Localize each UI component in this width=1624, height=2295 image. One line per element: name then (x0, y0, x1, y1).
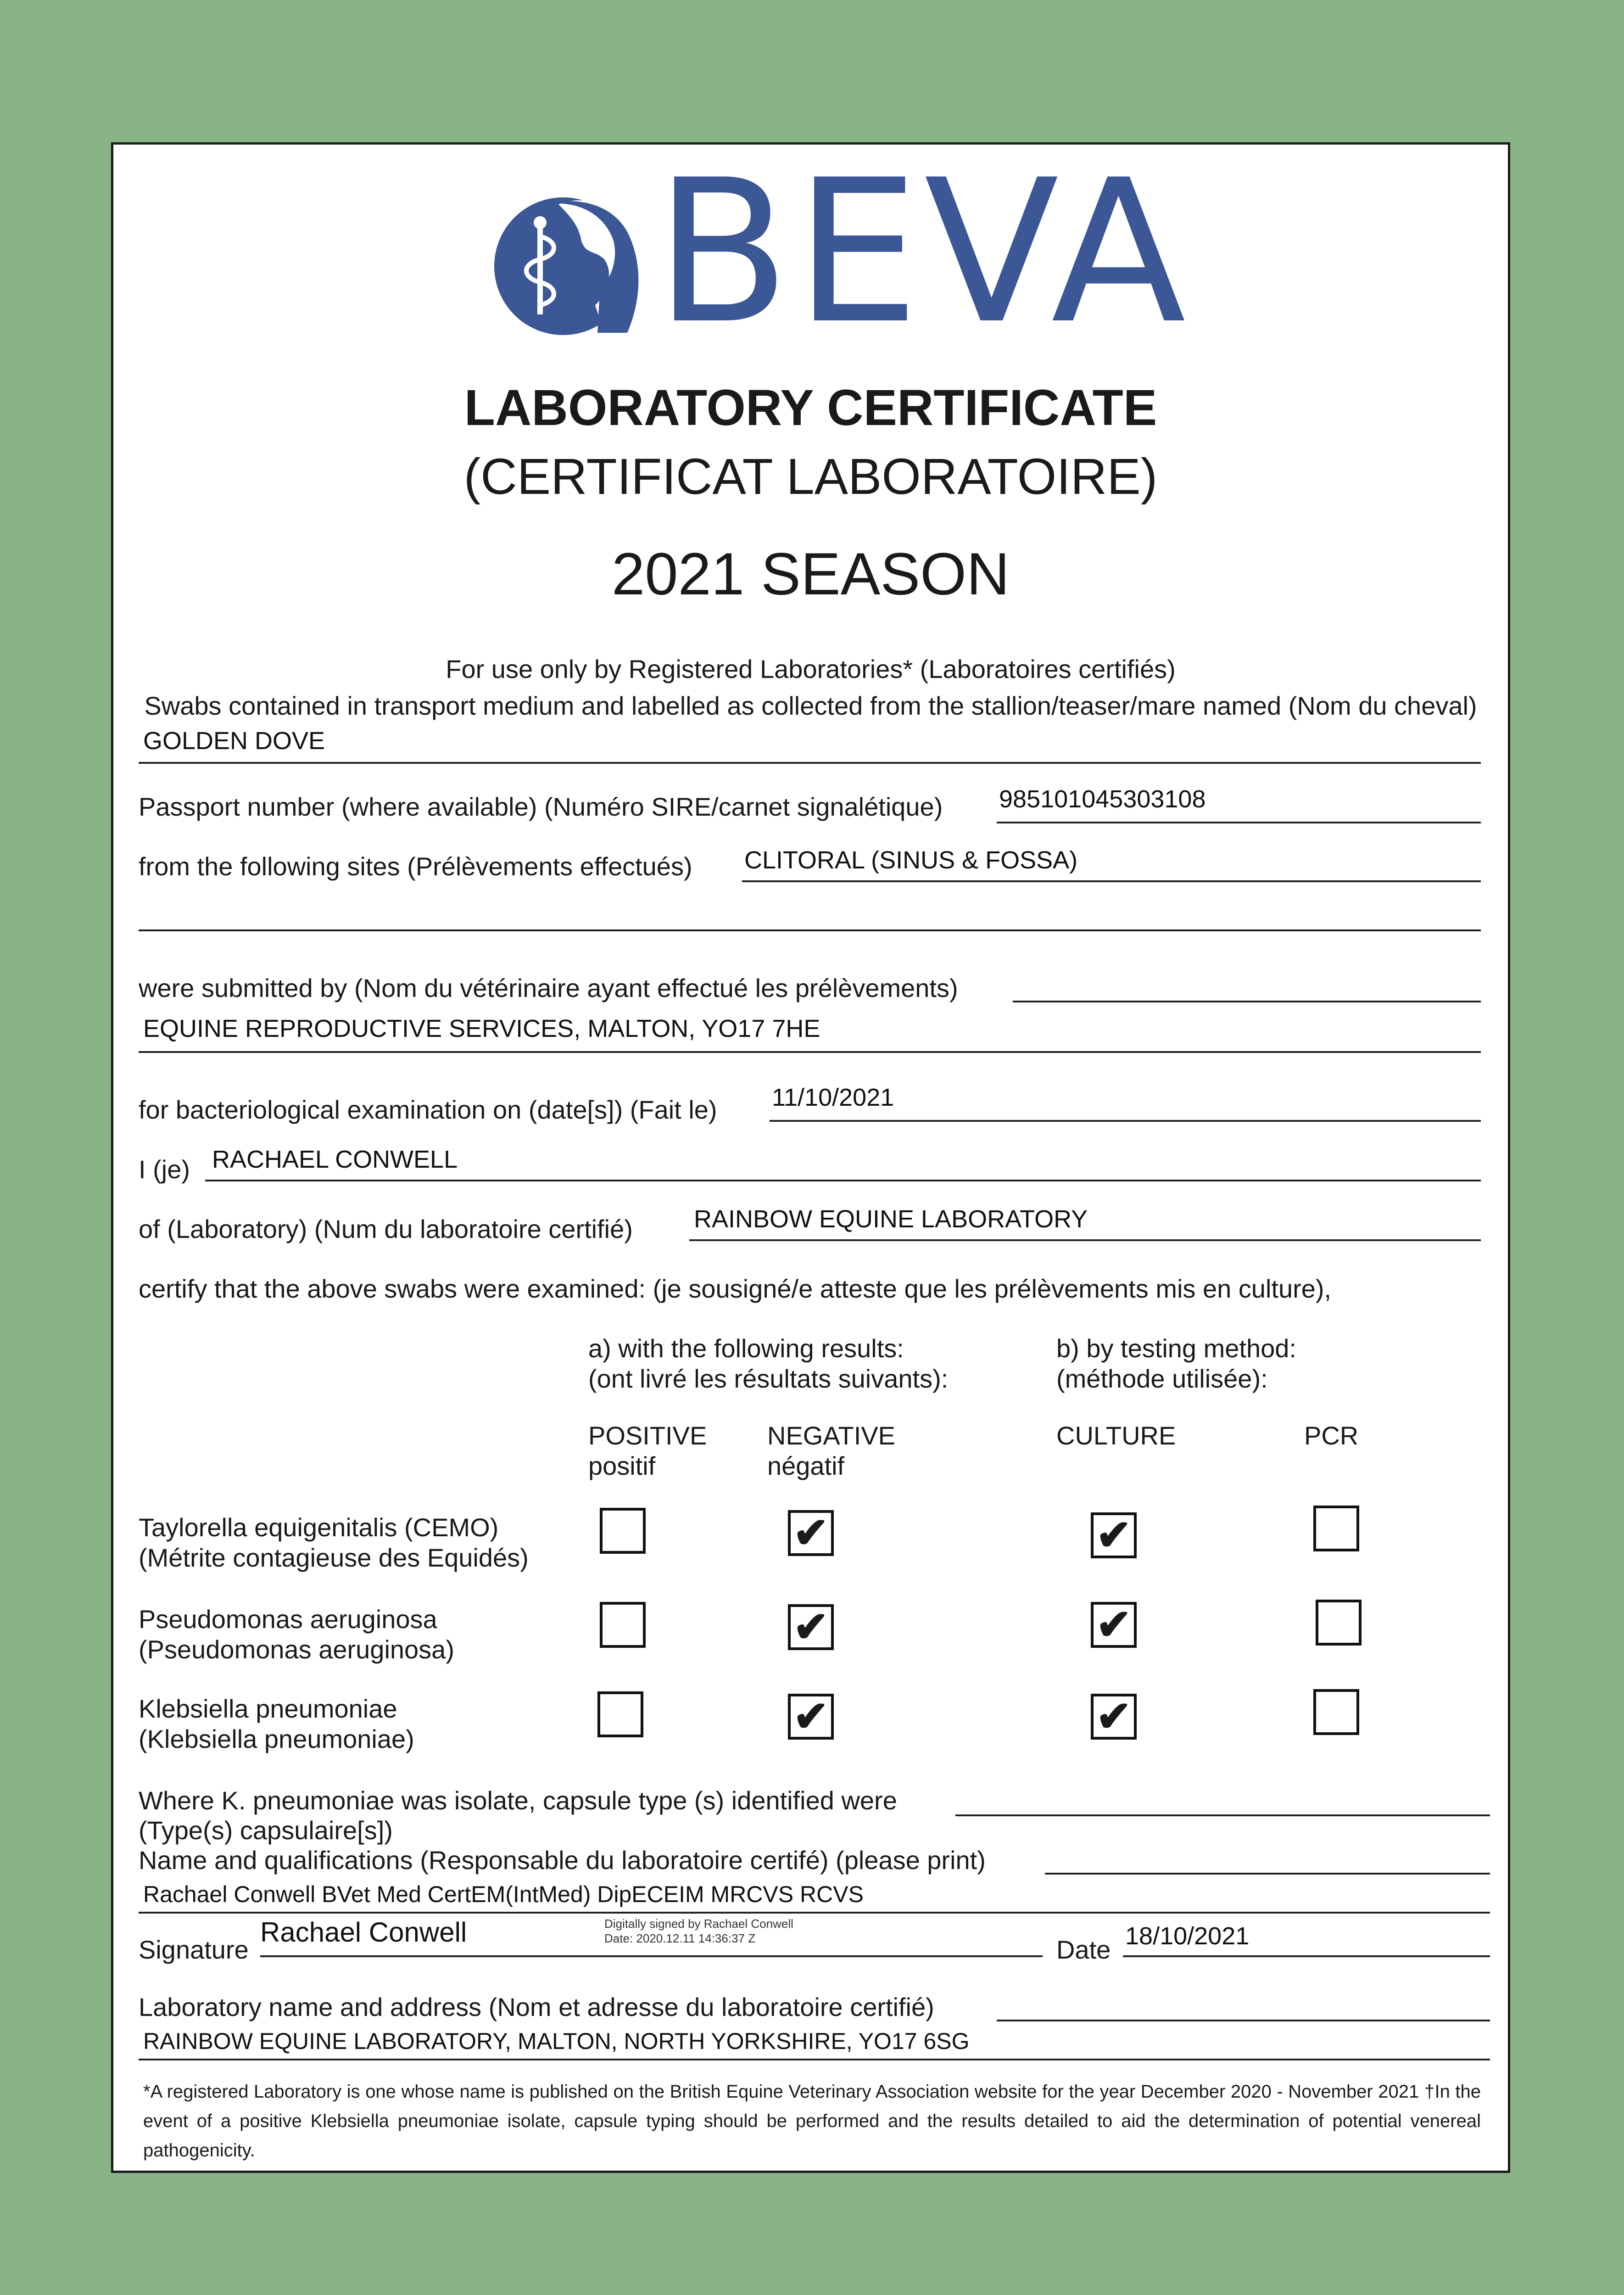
method-header (1056, 1333, 1296, 1394)
capsule-line (955, 1814, 1490, 1816)
signature-line (260, 1955, 1043, 1957)
row2-pcr-checkbox[interactable] (1316, 1600, 1362, 1646)
submitted-value[interactable]: EQUINE REPRODUCTIVE SERVICES, MALTON, YO17 7HE (143, 1015, 820, 1042)
qualifications-value[interactable]: Rachael Conwell BVet Med CertEM(IntMed) DipECEIM MRCVS RCVS (143, 1881, 864, 1907)
negative-header (767, 1421, 895, 1481)
negative-label: NEGATIVE (767, 1421, 896, 1450)
lab-address-value[interactable]: RAINBOW EQUINE LABORATORY, MALTON, NORTH YORKSHIRE, YO17 6SG (143, 2028, 970, 2054)
footnote: *A registered Laboratory is one whose name is published on the British Equine Veterinary Association website for the year December 2020 - November 2021 †In the event of a positive Klebsiella pneumoniae isolate, capsule typing should be performed and the results detailed to aid the determination of potential venereal pathogenicity. (143, 2082, 1481, 2161)
passport-line (997, 822, 1481, 823)
exam-line (770, 1120, 1481, 1122)
passport-label: Passport number (where available) (Numéro SIRE/carnet signalétique) (139, 792, 943, 821)
page-subtitle: (CERTIFICAT LABORATOIRE) (463, 448, 1158, 505)
organism-name: Taylorella equigenitalis (CEMO) (139, 1513, 499, 1542)
registered-note: For use only by Registered Laboratories* (Laboratoires certifiés) (446, 655, 1176, 683)
signature-name[interactable]: Rachael Conwell (260, 1917, 467, 1948)
i-line (205, 1180, 1481, 1181)
submitted-label: were submitted by (Nom du vétérinaire ayant effectué les prélèvements) (139, 974, 958, 1002)
row1-culture-checkbox[interactable]: ✔ (1091, 1512, 1137, 1558)
horse-caduceus-icon (490, 186, 646, 342)
date-label: Date (1056, 1935, 1111, 1964)
organism-name: Klebsiella pneumoniae (139, 1694, 397, 1723)
row1-pcr-checkbox[interactable] (1313, 1506, 1359, 1551)
passport-value[interactable]: 985101045303108 (999, 785, 1206, 813)
row3-negative-checkbox[interactable]: ✔ (788, 1694, 834, 1740)
method-header-en: b) by testing method: (1056, 1334, 1296, 1363)
capsule-label: Where K. pneumoniae was isolate, capsule type (s) identified were (139, 1786, 897, 1815)
qualifications-line-2 (139, 1912, 1490, 1914)
digital-signature-line-2: Date: 2020.12.11 14:36:37 Z (604, 1931, 756, 1945)
organism-row-2 (139, 1604, 454, 1665)
row1-negative-checkbox[interactable]: ✔ (788, 1510, 834, 1556)
date-value[interactable]: 18/10/2021 (1125, 1922, 1250, 1950)
i-value[interactable]: RACHAEL CONWELL (212, 1146, 458, 1173)
lab-address-label: Laboratory name and address (Nom et adresse du laboratoire certifié) (139, 1993, 934, 2021)
pcr-header: PCR (1304, 1421, 1359, 1450)
row2-negative-checkbox[interactable]: ✔ (788, 1604, 834, 1650)
logo-text: BEVA (655, 138, 1191, 367)
organism-name: Pseudomonas aeruginosa (139, 1605, 437, 1634)
results-header-fr: (ont livré les résultats suivants): (588, 1364, 949, 1393)
lab-label: of (Laboratory) (Num du laboratoire certifié) (139, 1215, 633, 1243)
method-header-fr: (méthode utilisée): (1056, 1364, 1268, 1393)
organism-row-3 (139, 1694, 414, 1754)
beva-logo (490, 138, 1191, 367)
sites-value[interactable]: CLITORAL (SINUS & FOSSA) (744, 846, 1078, 874)
swabs-label: Swabs contained in transport medium and labelled as collected from the stallion/teaser/mare named (Nom du cheval) (144, 691, 1477, 720)
capsule-label-fr: (Type(s) capsulaire[s]) (139, 1816, 393, 1845)
certify-text: certify that the above swabs were examined: (je sousigné/e atteste que les prélèvements mis en culture), (139, 1274, 1332, 1303)
culture-header: CULTURE (1056, 1421, 1176, 1450)
exam-label: for bacteriological examination on (date[s]) (Fait le) (139, 1095, 717, 1124)
row3-pcr-checkbox[interactable] (1313, 1689, 1359, 1735)
organism-name-fr: (Métrite contagieuse des Equidés) (139, 1543, 529, 1572)
lab-address-line-1 (997, 2020, 1490, 2021)
digital-signature-line-1: Digitally signed by Rachael Conwell (604, 1917, 793, 1931)
organism-name-fr: (Klebsiella pneumoniae) (139, 1724, 414, 1753)
signature-label: Signature (139, 1935, 249, 1964)
lab-address-line-2 (139, 2059, 1490, 2060)
horse-name-value[interactable]: GOLDEN DOVE (143, 727, 325, 755)
page-title: LABORATORY CERTIFICATE (464, 380, 1157, 436)
exam-date-value[interactable]: 11/10/2021 (772, 1084, 894, 1111)
row3-culture-checkbox[interactable]: ✔ (1091, 1694, 1137, 1740)
row1-positive-checkbox[interactable] (600, 1508, 646, 1554)
digital-signature-block (604, 1916, 793, 1946)
row3-positive-checkbox[interactable] (597, 1691, 643, 1737)
negative-label-fr: négatif (767, 1451, 845, 1480)
sites-label: from the following sites (Prélèvements effectués) (139, 852, 692, 881)
qualifications-line-1 (1045, 1873, 1490, 1875)
submitted-line-2 (139, 1051, 1481, 1053)
results-header-en: a) with the following results: (588, 1334, 904, 1363)
lab-line (689, 1239, 1481, 1241)
certificate-page (111, 138, 1510, 2173)
horse-name-line (139, 762, 1481, 764)
organism-row-1 (139, 1512, 529, 1573)
results-header (588, 1333, 948, 1394)
positive-label: POSITIVE (588, 1421, 707, 1450)
submitted-line-1 (1013, 1001, 1481, 1002)
row2-culture-checkbox[interactable]: ✔ (1091, 1602, 1137, 1648)
date-line (1123, 1955, 1490, 1957)
organism-name-fr: (Pseudomonas aeruginosa) (139, 1635, 454, 1664)
sites-line-2 (139, 929, 1481, 931)
row2-positive-checkbox[interactable] (600, 1602, 646, 1648)
season-title: 2021 SEASON (611, 540, 1010, 607)
i-label: I (je) (139, 1155, 190, 1184)
positive-header (588, 1421, 707, 1481)
sites-line (742, 880, 1481, 882)
lab-value[interactable]: RAINBOW EQUINE LABORATORY (694, 1205, 1088, 1233)
positive-label-fr: positif (588, 1451, 656, 1480)
qualifications-label: Name and qualifications (Responsable du laboratoire certifé) (please print) (139, 1846, 986, 1875)
